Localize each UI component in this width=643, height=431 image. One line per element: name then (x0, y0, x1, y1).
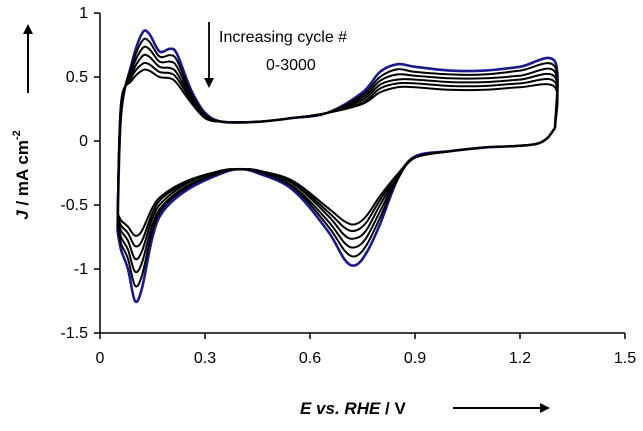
cv-series-2-anodic (118, 39, 558, 225)
cv-series-2-cathodic (118, 128, 556, 286)
y-tick-label: -1 (73, 261, 88, 278)
y-ticks (60, 5, 100, 342)
cv-series-3-cathodic (118, 128, 556, 272)
x-tick-label: 0 (95, 350, 105, 367)
y-axis-label (11, 130, 32, 219)
x-axis-label-symbol: E vs. RHE (300, 399, 381, 418)
x-tick-label: 1.2 (508, 350, 532, 367)
x-tick-label: 0.9 (403, 350, 427, 367)
annotation-line-2: 0-3000 (266, 57, 316, 74)
y-tick-label: 0 (79, 133, 88, 150)
x-axis-label-unit: / V (380, 399, 406, 418)
annotation-line-1: Increasing cycle # (219, 29, 348, 46)
y-axis-label-unit: / mA cm (13, 140, 32, 211)
y-axis-label-superscript: -2 (11, 130, 23, 141)
x-axis-label (300, 399, 406, 418)
x-tick-label: 0.6 (298, 350, 322, 367)
cv-curves (118, 30, 558, 302)
x-tick-label: 1.5 (613, 350, 637, 367)
y-tick-label: 1 (79, 5, 88, 22)
cv-series-1-anodic (118, 30, 558, 230)
y-tick-label: -1.5 (60, 325, 88, 342)
svg-text:J / mA cm-2 (11, 130, 32, 219)
y-axis-label-symbol: J (13, 210, 32, 220)
x-tick-label: 0.3 (193, 350, 217, 367)
x-ticks (96, 333, 637, 367)
y-tick-label: -0.5 (60, 197, 88, 214)
y-tick-label: 0.5 (65, 69, 88, 86)
